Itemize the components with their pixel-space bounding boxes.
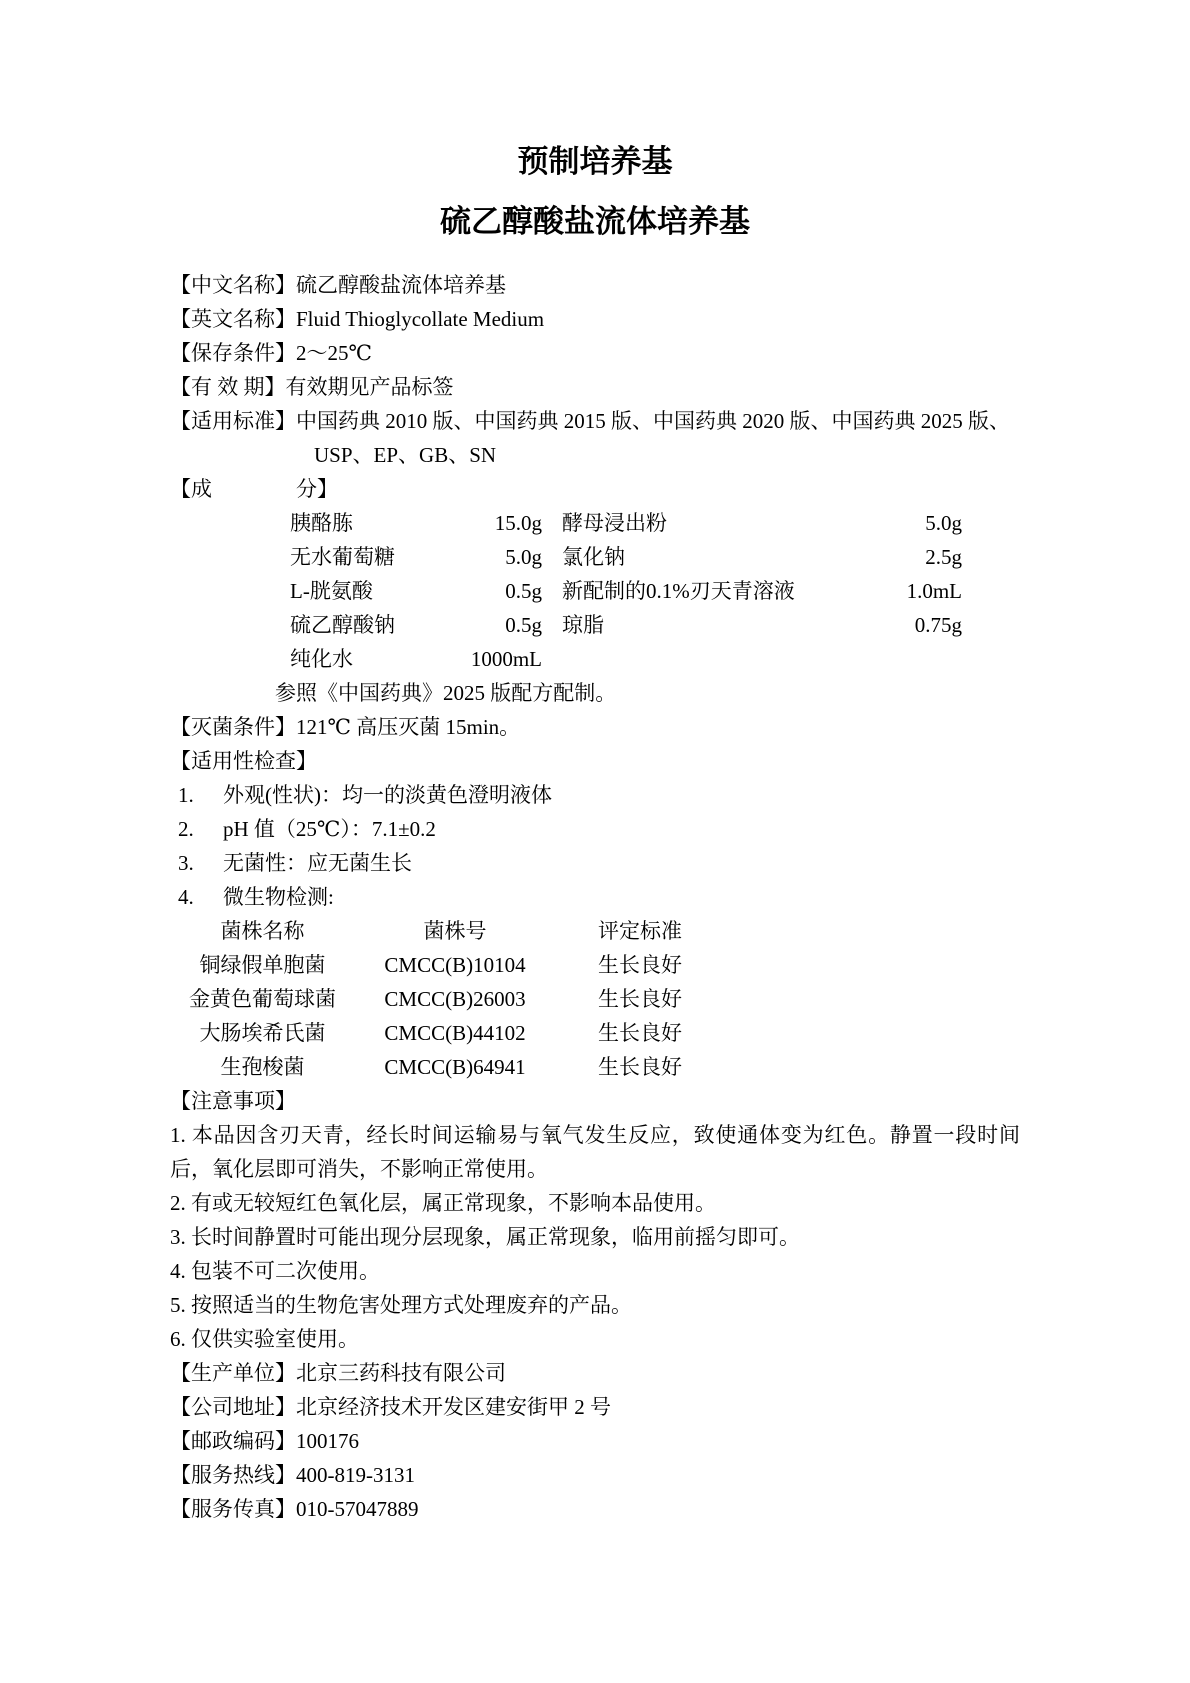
ingredient-name: 硫乙醇酸钠: [290, 613, 395, 637]
strain-row: [170, 982, 1020, 1016]
ingredient-amount: 0.75g: [914, 613, 962, 637]
strain-name: 金黄色葡萄球菌: [189, 987, 336, 1011]
composition-row: [170, 506, 1020, 540]
field-shelf-life: [170, 370, 1020, 404]
field-label: 【服务热线】: [170, 1463, 296, 1487]
strain-code: CMCC(B)10104: [384, 953, 526, 977]
strain-result: 生长良好: [598, 953, 682, 977]
field-label: 【服务传真】: [170, 1497, 296, 1521]
field-label: 【公司地址】: [170, 1395, 296, 1419]
ingredient-name: 胰酪胨: [290, 511, 353, 535]
field-label: 【英文名称】: [170, 307, 296, 331]
ingredient-name: 琼脂: [562, 613, 604, 637]
composition-row: [170, 574, 1020, 608]
field-value: 中国药典 2010 版、中国药典 2015 版、中国药典 2020 版、中国药典 2025 版、: [296, 409, 1010, 433]
field-label: 【有 效 期】: [170, 375, 286, 399]
field-value: 2～25℃: [296, 341, 372, 365]
precaution-item: 4. 包装不可二次使用。: [170, 1259, 380, 1283]
ingredient-name: 纯化水: [290, 647, 353, 671]
check-item: [170, 880, 1020, 914]
check-item-text: 无菌性：应无菌生长: [223, 851, 412, 875]
composition-note: 参照《中国药典》2025 版配方配制。: [275, 681, 617, 705]
precaution-item: 3. 长时间静置时可能出现分层现象，属正常现象，临用前摇匀即可。: [170, 1225, 800, 1249]
page-title: 预制培养基: [517, 144, 673, 179]
ingredient-name: [562, 642, 827, 676]
check-item-number: 2.: [178, 817, 194, 841]
strain-table-header: [170, 914, 1020, 948]
precautions-heading: 【注意事项】: [170, 1089, 296, 1113]
composition-row: [170, 608, 1020, 642]
strain-result-header: 评定标准: [598, 919, 682, 943]
field-label: 【邮政编码】: [170, 1429, 296, 1453]
composition-heading: 【成 分】: [170, 477, 338, 501]
ingredient-amount: 0.5g: [505, 613, 542, 637]
strain-row: [170, 948, 1020, 982]
field-label: 【生产单位】: [170, 1361, 296, 1385]
ingredient-name: 氯化钠: [562, 545, 625, 569]
field-value: 400-819-3131: [296, 1463, 415, 1487]
strain-name: 大肠埃希氏菌: [199, 1021, 326, 1045]
check-item-text: 外观(性状)：均一的淡黄色澄明液体: [223, 783, 552, 807]
check-item-text: pH 值（25℃）：7.1±0.2: [223, 817, 436, 841]
field-company-address: [170, 1390, 1020, 1424]
strain-code-header: 菌株号: [423, 919, 487, 943]
ingredient-amount: [827, 642, 962, 676]
ingredient-amount: 0.5g: [505, 579, 542, 603]
field-storage-condition: [170, 336, 1020, 370]
check-item-text: 微生物检测:: [223, 885, 334, 909]
strain-table: [170, 914, 1020, 1084]
field-value: 硫乙醇酸盐流体培养基: [296, 273, 506, 297]
composition-row: [170, 540, 1020, 574]
page-subtitle: 硫乙醇酸盐流体培养基: [440, 204, 750, 239]
field-value: 100176: [296, 1429, 359, 1453]
ingredient-amount: 5.0g: [505, 545, 542, 569]
precaution-item: 6. 仅供实验室使用。: [170, 1327, 359, 1351]
precaution-item: 5. 按照适当的生物危害处理方式处理废弃的产品。: [170, 1293, 632, 1317]
precaution-item: 2. 有或无较短红色氧化层，属正常现象，不影响本品使用。: [170, 1191, 716, 1215]
field-value: 有效期见产品标签: [285, 375, 454, 399]
strain-code: CMCC(B)26003: [384, 987, 526, 1011]
ingredient-amount: 15.0g: [494, 511, 542, 535]
ingredient-name: 新配制的0.1%刃天青溶液: [562, 579, 795, 603]
check-item-number: 4.: [178, 885, 194, 909]
field-value: 121℃ 高压灭菌 15min。: [296, 715, 521, 739]
field-label: 【保存条件】: [170, 341, 296, 365]
ingredient-amount: 2.5g: [925, 545, 962, 569]
check-item-number: 3.: [178, 851, 194, 875]
field-applicable-standards: [170, 404, 1020, 438]
field-postal-code: [170, 1424, 1020, 1458]
field-label: 【灭菌条件】: [170, 715, 296, 739]
ingredient-name: 无水葡萄糖: [290, 545, 395, 569]
check-item: [170, 846, 1020, 880]
field-value: 北京经济技术开发区建安街甲 2 号: [296, 1395, 611, 1419]
field-service-hotline: [170, 1458, 1020, 1492]
strain-code: CMCC(B)44102: [384, 1021, 526, 1045]
strain-result: 生长良好: [598, 987, 682, 1011]
strain-result: 生长良好: [598, 1021, 682, 1045]
ingredient-amount: 1000mL: [470, 647, 542, 671]
field-applicable-standards-line2: USP、EP、GB、SN: [314, 443, 497, 467]
field-value: 北京三药科技有限公司: [296, 1361, 506, 1385]
strain-code: CMCC(B)64941: [384, 1055, 526, 1079]
strain-name-header: 菌株名称: [220, 919, 305, 943]
check-item-number: 1.: [178, 783, 194, 807]
field-value: 010-57047889: [296, 1497, 419, 1521]
strain-result: 生长良好: [598, 1055, 682, 1079]
precaution-item: 1. 本品因含刃天青，经长时间运输易与氧气发生反应，致使通体变为红色。静置一段时间后，氧化层即可消失，不影响正常使用。: [170, 1123, 1020, 1181]
strain-name: 生孢梭菌: [220, 1055, 305, 1079]
strain-row: [170, 1050, 1020, 1084]
field-chinese-name: [170, 268, 1020, 302]
ingredient-amount: 1.0mL: [906, 579, 962, 603]
ingredient-name: 酵母浸出粉: [562, 511, 667, 535]
composition-row: [170, 642, 1020, 676]
field-manufacturer: [170, 1356, 1020, 1390]
field-sterilization-condition: [170, 710, 1020, 744]
check-item: [170, 778, 1020, 812]
field-label: 【中文名称】: [170, 273, 296, 297]
field-label: 【适用标准】: [170, 409, 296, 433]
ingredient-name: L-胱氨酸: [290, 579, 373, 603]
field-value: Fluid Thioglycollate Medium: [296, 307, 545, 331]
strain-name: 铜绿假单胞菌: [199, 953, 326, 977]
field-service-fax: [170, 1492, 1020, 1526]
strain-row: [170, 1016, 1020, 1050]
suitability-heading: 【适用性检查】: [170, 749, 317, 773]
field-english-name: [170, 302, 1020, 336]
ingredient-amount: 5.0g: [925, 511, 962, 535]
check-item: [170, 812, 1020, 846]
